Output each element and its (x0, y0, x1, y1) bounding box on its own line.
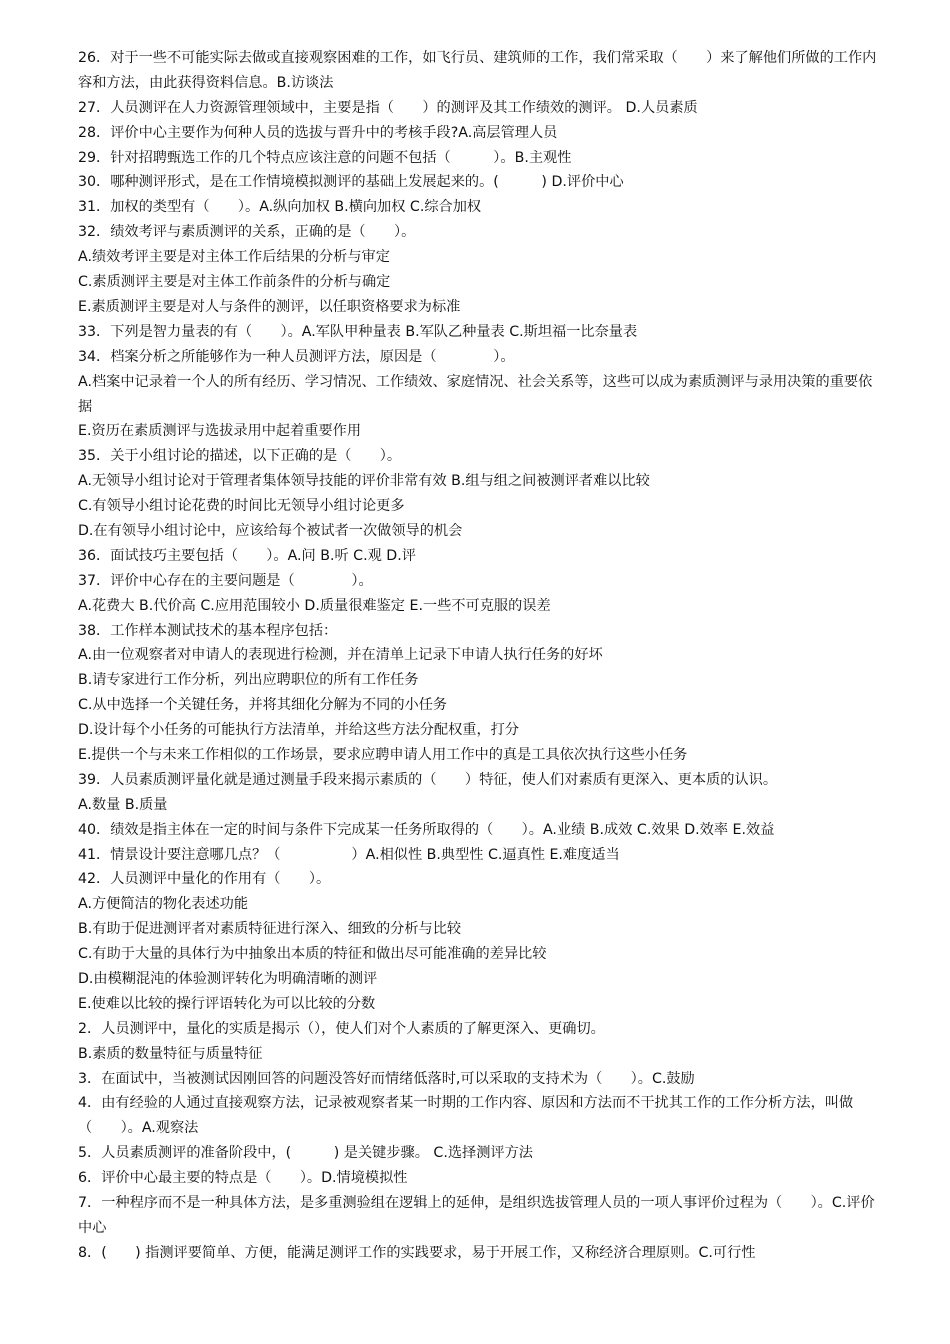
text-line: A.数量 B.质量 (78, 796, 168, 813)
text-line: 37．评价中心存在的主要问题是（ ）。 (78, 572, 373, 589)
text-line: 26．对于一些不可能实际去做或直接观察困难的工作，如飞行员、建筑师的工作，我们常采取（ ）来了解他们所做的工作内容和方法，由此获得资料信息。B.访谈法 (78, 50, 877, 91)
text-line: 7．一种程序而不是一种具体方法，是多重测验组在逻辑上的延伸，是组织选拔管理人员的一项人事评价过程为（ ）。C.评价中心 (78, 1195, 875, 1236)
text-line: 4．由有经验的人通过直接观察方法，记录被观察者某一时期的工作内容、原因和方法而不干扰其工作的工作分析方法，叫做（ ）。A.观察法 (78, 1095, 854, 1137)
text-line: E.素质测评主要是对人与条件的测评，以任职资格要求为标准 (78, 298, 461, 315)
text-line: A.由一位观察者对申请人的表现进行检测，并在清单上记录下申请人执行任务的好坏 (78, 647, 603, 664)
text-line: 2．人员测评中，量化的实质是揭示（），使人们对个人素质的了解更深入、更确切。 (78, 1020, 605, 1037)
text-line: 6．评价中心最主要的特点是（ ）。D.情境模拟性 (78, 1170, 408, 1187)
text-line: 29．针对招聘甄选工作的几个特点应该注意的问题不包括（ ）。B.主观性 (78, 149, 572, 166)
text-line: 3．在面试中，当被测试因刚回答的问题没答好而情绪低落时,可以采取的支持术为（ ）。C.鼓励 (78, 1070, 695, 1087)
text-line: B.素质的数量特征与质量特征 (78, 1045, 263, 1062)
text-line: 27．人员测评在人力资源管理领域中，主要是指（ ）的测评及其工作绩效的测评。 D.人员素质 (78, 99, 698, 116)
text-line: C.素质测评主要是对主体工作前条件的分析与确定 (78, 274, 391, 291)
text-line: 34．档案分析之所能够作为一种人员测评方法，原因是（ ）。 (78, 348, 515, 365)
text-line: B.有助于促进测评者对素质特征进行深入、细致的分析与比较 (78, 921, 462, 938)
text-line: D.在有领导小组讨论中，应该给每个被试者一次做领导的机会 (78, 522, 463, 539)
document-page (78, 46, 884, 1266)
text-line: A.无领导小组讨论对于管理者集体领导技能的评价非常有效 B.组与组之间被测评者难以比较 (78, 473, 650, 490)
text-line: 36．面试技巧主要包括（ ）。A.问 B.听 C.观 D.评 (78, 547, 416, 564)
text-line: A.方便简洁的物化表述功能 (78, 896, 249, 913)
text-line: D.由模糊混沌的体验测评转化为明确清晰的测评 (78, 971, 378, 988)
text-line: C.从中选择一个关键任务，并将其细化分解为不同的小任务 (78, 697, 448, 714)
text-line: 42．人员测评中量化的作用有（ ）。 (78, 871, 331, 888)
text-line: 39．人员素质测评量化就是通过测量手段来揭示素质的（ ）特征，使人们对素质有更深入、更本质的认识。 (78, 771, 778, 788)
text-line: E.资历在素质测评与选拔录用中起着重要作用 (78, 423, 362, 440)
text-line: B.请专家进行工作分析，列出应聘职位的所有工作任务 (78, 672, 419, 689)
text-line: C.有领导小组讨论花费的时间比无领导小组讨论更多 (78, 498, 405, 515)
text-line: 30．哪种测评形式，是在工作情境模拟测评的基础上发展起来的。( ) D.评价中心 (78, 174, 624, 191)
text-line: A.绩效考评主要是对主体工作后结果的分析与审定 (78, 249, 390, 266)
text-line: C.有助于大量的具体行为中抽象出本质的特征和做出尽可能准确的差异比较 (78, 946, 547, 963)
text-line: E.提供一个与未来工作相似的工作场景，要求应聘申请人用工作中的真是工具依次执行这些小任务 (78, 747, 688, 763)
text-line: 35．关于小组讨论的描述，以下正确的是（ ）。 (78, 448, 402, 465)
text-line: 31．加权的类型有（ ）。A.纵向加权 B.横向加权 C.综合加权 (78, 199, 482, 216)
text-line: 28．评价中心主要作为何种人员的选拔与晋升中的考核手段?A.高层管理人员 (78, 124, 558, 141)
text-line: A.花费大 B.代价高 C.应用范围较小 D.质量很难鉴定 E.一些不可克服的误差 (78, 597, 551, 614)
text-line: 38．工作样本测试技术的基本程序包括： (78, 622, 338, 639)
text-line: 5．人员素质测评的准备阶段中，( ) 是关键步骤。 C.选择测评方法 (78, 1145, 533, 1162)
text-line: E.使难以比较的操行评语转化为可以比较的分数 (78, 995, 376, 1012)
text-line: 41．情景设计要注意哪几点？（ ）A.相似性 B.典型性 C.逼真性 E.难度适当 (78, 846, 620, 863)
text-line: 32．绩效考评与素质测评的关系，正确的是（ ）。 (78, 224, 416, 241)
text-line: A.档案中记录着一个人的所有经历、学习情况、工作绩效、家庭情况、社会关系等，这些可以成为素质测评与录用决策的重要依据 (78, 373, 873, 415)
text-line: 8．( ) 指测评要简单、方便，能满足测评工作的实践要求，易于开展工作，又称经济合理原则。C.可行性 (78, 1244, 756, 1261)
text-line: D.设计每个小任务的可能执行方法清单，并给这些方法分配权重，打分 (78, 722, 520, 739)
text-line: 33．下列是智力量表的有（ ）。A.军队甲种量表 B.军队乙种量表 C.斯坦福一比奈量表 (78, 323, 638, 340)
text-line: 40．绩效是指主体在一定的时间与条件下完成某一任务所取得的（ ）。A.业绩 B.成效 C.效果 D.效率 E.效益 (78, 821, 775, 838)
